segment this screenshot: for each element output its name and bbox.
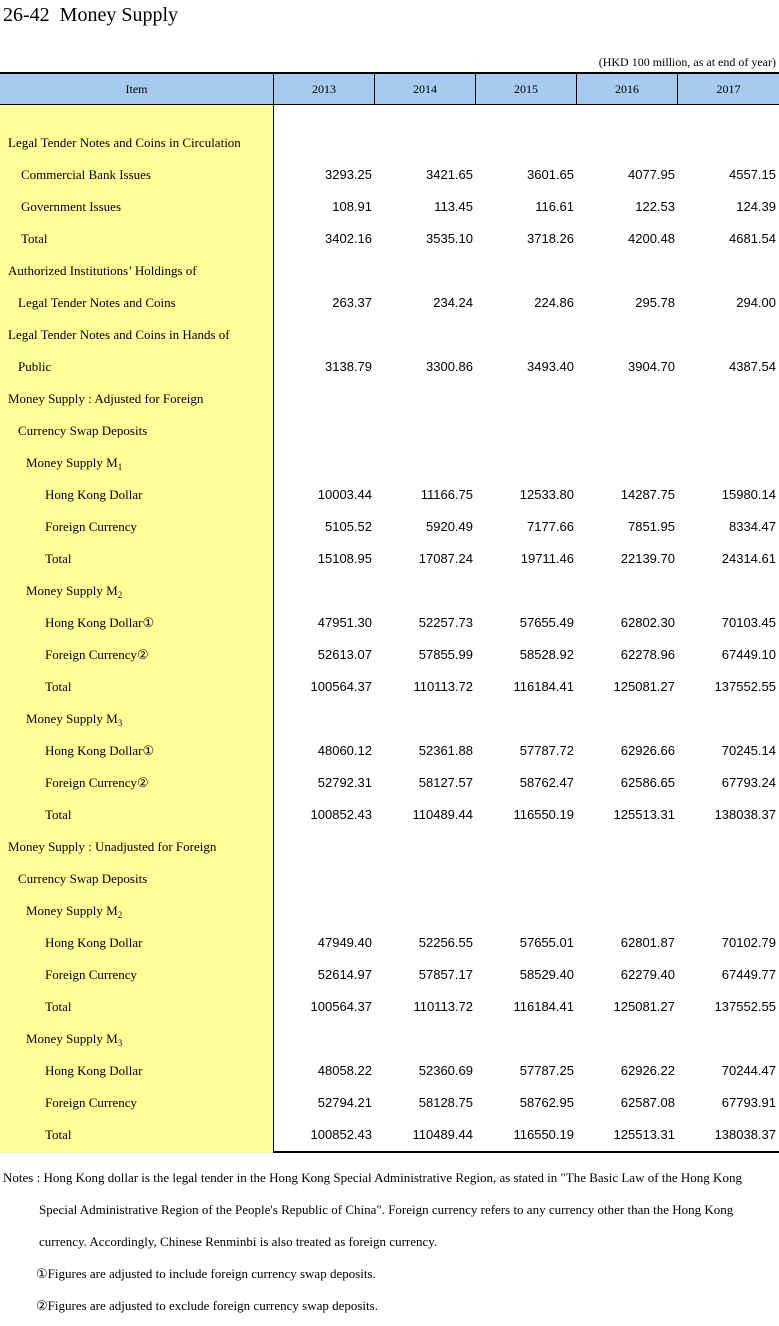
row-label-text: Government Issues [21, 199, 122, 214]
value-cell-2017: 138038.37 [714, 1127, 776, 1142]
table-row [0, 223, 779, 255]
value-cell-2014: 110113.72 [413, 999, 473, 1014]
table-row [0, 415, 779, 447]
value-cell-2014: 52361.88 [418, 743, 473, 758]
value-cell-2017: 70244.47 [721, 1063, 776, 1078]
value-cell-2016: 7851.95 [628, 519, 675, 534]
row-label-text: Money Supply : Unadjusted for Foreign [8, 839, 217, 854]
value-cell-2017: 70103.45 [721, 615, 776, 630]
row-label [26, 447, 122, 479]
row-label [18, 415, 147, 447]
note-line: currency. Accordingly, Chinese Renminbi is also treated as foreign currency. [39, 1234, 438, 1249]
value-cell-2016: 125513.31 [613, 1127, 675, 1142]
row-label-text: Legal Tender Notes and Coins in Hands of [8, 327, 230, 342]
table-row [0, 383, 779, 415]
value-cell-2014: 113.45 [434, 199, 473, 214]
table-row [0, 127, 779, 159]
row-label [45, 799, 72, 831]
value-cell-2015: 3718.26 [527, 231, 574, 246]
value-cell-2013: 10003.44 [317, 487, 372, 502]
value-cell-2014: 58128.75 [418, 1095, 473, 1110]
row-label-text: Total [21, 231, 48, 246]
value-cell-2013: 3402.16 [325, 231, 372, 246]
value-cell-2015: 3601.65 [527, 167, 574, 182]
table-row [0, 671, 779, 703]
row-label [45, 767, 149, 799]
header-year-2017: 2017 [716, 82, 741, 96]
note-line: ②Figures are adjusted to exclude foreign currency swap deposits. [36, 1298, 378, 1313]
row-label [26, 575, 122, 607]
row-label [45, 511, 137, 543]
value-cell-2014: 3421.65 [426, 167, 473, 182]
value-cell-2017: 67449.77 [721, 967, 776, 982]
value-cell-2017: 4557.15 [729, 167, 776, 182]
table-row [0, 1087, 779, 1119]
page-title: 26-42 Money Supply [3, 4, 178, 26]
value-cell-2016: 62926.66 [620, 743, 675, 758]
money-supply-table [0, 72, 779, 1153]
note-line: ①Figures are adjusted to include foreign currency swap deposits. [36, 1266, 376, 1281]
value-cell-2013: 3138.79 [325, 359, 372, 374]
value-cell-2017: 70102.79 [721, 935, 776, 950]
value-cell-2014: 110113.72 [413, 679, 473, 694]
value-cell-2017: 137552.55 [714, 999, 776, 1014]
value-cell-2015: 116550.19 [513, 1127, 574, 1142]
value-cell-2017: 70245.14 [721, 743, 776, 758]
value-cell-2014: 58127.57 [418, 775, 473, 790]
value-cell-2013: 48058.22 [317, 1063, 372, 1078]
value-cell-2015: 224.86 [534, 295, 574, 310]
value-cell-2016: 3904.70 [628, 359, 675, 374]
row-label-text: Legal Tender Notes and Coins [18, 295, 176, 310]
row-label-text: Hong Kong Dollar [45, 935, 143, 950]
table-row [0, 543, 779, 575]
row-label-text: Money Supply M [26, 711, 118, 726]
row-label-subscript: 1 [117, 462, 123, 472]
row-label [18, 863, 147, 895]
row-label [8, 319, 230, 351]
row-label-text: Money Supply M [26, 903, 118, 918]
value-cell-2017: 15980.14 [721, 487, 776, 502]
value-cell-2014: 11166.75 [420, 487, 473, 502]
value-cell-2017: 67793.91 [721, 1095, 776, 1110]
table-row [0, 511, 779, 543]
row-label-subscript: 2 [117, 910, 123, 920]
value-cell-2015: 3493.40 [527, 359, 574, 374]
row-label-text: Total [45, 807, 72, 822]
value-cell-2015: 58762.47 [519, 775, 574, 790]
value-cell-2014: 52256.55 [418, 935, 473, 950]
value-cell-2014: 5920.49 [426, 519, 473, 534]
header-year-2016: 2016 [577, 74, 678, 104]
table-row [0, 831, 779, 863]
value-cell-2013: 52613.07 [317, 647, 372, 662]
value-cell-2015: 57655.01 [519, 935, 574, 950]
value-cell-2015: 58529.40 [519, 967, 574, 982]
value-cell-2013: 100852.43 [310, 1127, 372, 1142]
value-cell-2013: 52614.97 [317, 967, 372, 982]
value-cell-2016: 125513.31 [613, 807, 675, 822]
value-cell-2013: 52794.21 [317, 1095, 372, 1110]
value-cell-2015: 57787.25 [519, 1063, 574, 1078]
table-row [0, 607, 779, 639]
value-cell-2013: 100564.37 [310, 679, 372, 694]
table-row [0, 927, 779, 959]
value-cell-2013: 47949.40 [317, 935, 372, 950]
value-cell-2013: 3293.25 [325, 167, 372, 182]
row-label-text: Total [45, 679, 72, 694]
value-cell-2015: 57655.49 [519, 615, 574, 630]
header-year-2013: 2013 [274, 74, 375, 104]
row-label [26, 703, 122, 735]
value-cell-2017: 137552.55 [714, 679, 776, 694]
row-label-text: Total [45, 1127, 72, 1142]
value-cell-2017: 138038.37 [714, 807, 776, 822]
row-label [8, 255, 197, 287]
table-row [0, 799, 779, 831]
value-cell-2016: 62278.96 [620, 647, 675, 662]
value-cell-2013: 100564.37 [310, 999, 372, 1014]
row-label-text: Public [18, 359, 52, 374]
note-line: Special Administrative Region of the People's Republic of China". Foreign currency refers to any currency other than the Hong Kong [39, 1202, 734, 1217]
row-label-text: Currency Swap Deposits [18, 423, 148, 438]
value-cell-2016: 62586.65 [620, 775, 675, 790]
row-label-text: Foreign Currency② [45, 775, 149, 790]
row-label-text: Legal Tender Notes and Coins in Circulation [8, 135, 241, 150]
row-label [8, 831, 216, 863]
row-label-text: Commercial Bank Issues [21, 167, 151, 182]
row-label [45, 959, 137, 991]
value-cell-2014: 52257.73 [418, 615, 473, 630]
row-label [21, 191, 121, 223]
row-label-text: Authorized Institutions’ Holdings of [8, 263, 197, 278]
header-year-2015: 2015 [476, 74, 577, 104]
value-cell-2015: 57787.72 [519, 743, 574, 758]
table-row [0, 863, 779, 895]
value-cell-2016: 22139.70 [620, 551, 675, 566]
value-cell-2015: 116184.41 [513, 679, 574, 694]
table-row [0, 191, 779, 223]
value-cell-2016: 62587.08 [620, 1095, 675, 1110]
value-cell-2016: 62802.30 [620, 615, 675, 630]
value-cell-2017: 67793.24 [721, 775, 776, 790]
value-cell-2017: 4387.54 [729, 359, 776, 374]
row-label-text: Foreign Currency [45, 519, 138, 534]
header-item: Item [0, 74, 274, 104]
row-label-text: Foreign Currency② [45, 647, 149, 662]
value-cell-2016: 4077.95 [628, 167, 675, 182]
value-cell-2014: 110489.44 [412, 1127, 473, 1142]
row-label-text: Foreign Currency [45, 967, 138, 982]
value-cell-2014: 3535.10 [426, 231, 473, 246]
row-label [45, 991, 72, 1023]
value-cell-2017: 24314.61 [721, 551, 776, 566]
row-label-subscript: 3 [117, 718, 123, 728]
table-row [0, 255, 779, 287]
value-cell-2016: 125081.27 [613, 999, 675, 1014]
value-cell-2014: 52360.69 [418, 1063, 473, 1078]
row-label [8, 383, 203, 415]
table-row [0, 159, 779, 191]
value-cell-2013: 263.37 [332, 295, 372, 310]
row-label-text: Hong Kong Dollar① [45, 615, 155, 630]
row-label [45, 639, 149, 671]
note-line: Notes : Hong Kong dollar is the legal tender in the Hong Kong Special Administrative Region, as stated in "The Basic Law of the Hong Kong [3, 1170, 742, 1185]
row-label [26, 1023, 122, 1055]
row-label [45, 671, 72, 703]
row-label [45, 735, 154, 767]
table-row [0, 1119, 779, 1151]
row-label-text: Total [45, 999, 72, 1014]
unit-note: (HKD 100 million, as at end of year) [598, 55, 776, 69]
value-cell-2017: 294.00 [736, 295, 776, 310]
value-cell-2015: 116550.19 [513, 807, 574, 822]
value-cell-2016: 4200.48 [628, 231, 675, 246]
value-cell-2017: 8334.47 [729, 519, 776, 534]
value-cell-2013: 5105.52 [325, 519, 372, 534]
row-label-text: Foreign Currency [45, 1095, 138, 1110]
table-row [0, 703, 779, 735]
value-cell-2013: 47951.30 [317, 615, 372, 630]
table-row [0, 1023, 779, 1055]
value-cell-2015: 58528.92 [519, 647, 574, 662]
row-label-text: Hong Kong Dollar [45, 487, 143, 502]
table-row [0, 319, 779, 351]
row-label [45, 543, 72, 575]
value-cell-2014: 3300.86 [426, 359, 473, 374]
value-cell-2015: 7177.66 [527, 519, 574, 534]
row-label-text: Money Supply M [26, 455, 118, 470]
row-label [26, 895, 122, 927]
value-cell-2013: 52792.31 [317, 775, 372, 790]
value-cell-2017: 124.39 [736, 199, 776, 214]
row-label-text: Money Supply : Adjusted for Foreign [8, 391, 204, 406]
row-label [21, 159, 151, 191]
table-row [0, 991, 779, 1023]
value-cell-2014: 17087.24 [418, 551, 473, 566]
row-label [45, 607, 154, 639]
table-row [0, 447, 779, 479]
value-cell-2016: 62801.87 [620, 935, 675, 950]
row-label [45, 1055, 143, 1087]
value-cell-2017: 67449.10 [721, 647, 776, 662]
value-cell-2014: 57857.17 [418, 967, 473, 982]
value-cell-2013: 48060.12 [317, 743, 372, 758]
row-label [45, 479, 143, 511]
row-label-text: Hong Kong Dollar① [45, 743, 155, 758]
value-cell-2016: 125081.27 [613, 679, 675, 694]
value-cell-2016: 14287.75 [620, 487, 675, 502]
table-row [0, 1055, 779, 1087]
row-label-subscript: 2 [117, 590, 123, 600]
table-row [0, 895, 779, 927]
row-label-subscript: 3 [117, 1038, 123, 1048]
header-year-2014: 2014 [375, 74, 476, 104]
value-cell-2016: 122.53 [635, 199, 675, 214]
table-row [0, 767, 779, 799]
table-row [0, 351, 779, 383]
table-row [0, 959, 779, 991]
value-cell-2014: 234.24 [433, 295, 473, 310]
value-cell-2016: 62279.40 [620, 967, 675, 982]
value-cell-2013: 108.91 [332, 199, 372, 214]
row-label [21, 223, 48, 255]
row-label [45, 927, 143, 959]
value-cell-2016: 62926.22 [620, 1063, 675, 1078]
row-label [18, 351, 51, 383]
value-cell-2015: 12533.80 [519, 487, 574, 502]
value-cell-2013: 100852.43 [310, 807, 372, 822]
table-header [0, 74, 779, 105]
row-label-text: Currency Swap Deposits [18, 871, 148, 886]
row-label-text: Hong Kong Dollar [45, 1063, 143, 1078]
table-row [0, 479, 779, 511]
value-cell-2013: 15108.95 [317, 551, 372, 566]
table-row [0, 639, 779, 671]
table-row [0, 735, 779, 767]
row-label-text: Money Supply M [26, 1031, 118, 1046]
row-label-text: Total [45, 551, 72, 566]
table-row [0, 575, 779, 607]
row-label-text: Money Supply M [26, 583, 118, 598]
value-cell-2016: 295.78 [635, 295, 675, 310]
value-cell-2015: 116184.41 [513, 999, 574, 1014]
value-cell-2015: 116.61 [535, 199, 574, 214]
value-cell-2015: 19711.46 [520, 551, 574, 566]
table-row [0, 287, 779, 319]
row-label [45, 1087, 137, 1119]
row-label [45, 1119, 72, 1151]
value-cell-2014: 57855.99 [418, 647, 473, 662]
value-cell-2017: 4681.54 [729, 231, 776, 246]
row-label [18, 287, 176, 319]
value-cell-2015: 58762.95 [519, 1095, 574, 1110]
value-cell-2014: 110489.44 [412, 807, 473, 822]
row-label [8, 127, 241, 159]
